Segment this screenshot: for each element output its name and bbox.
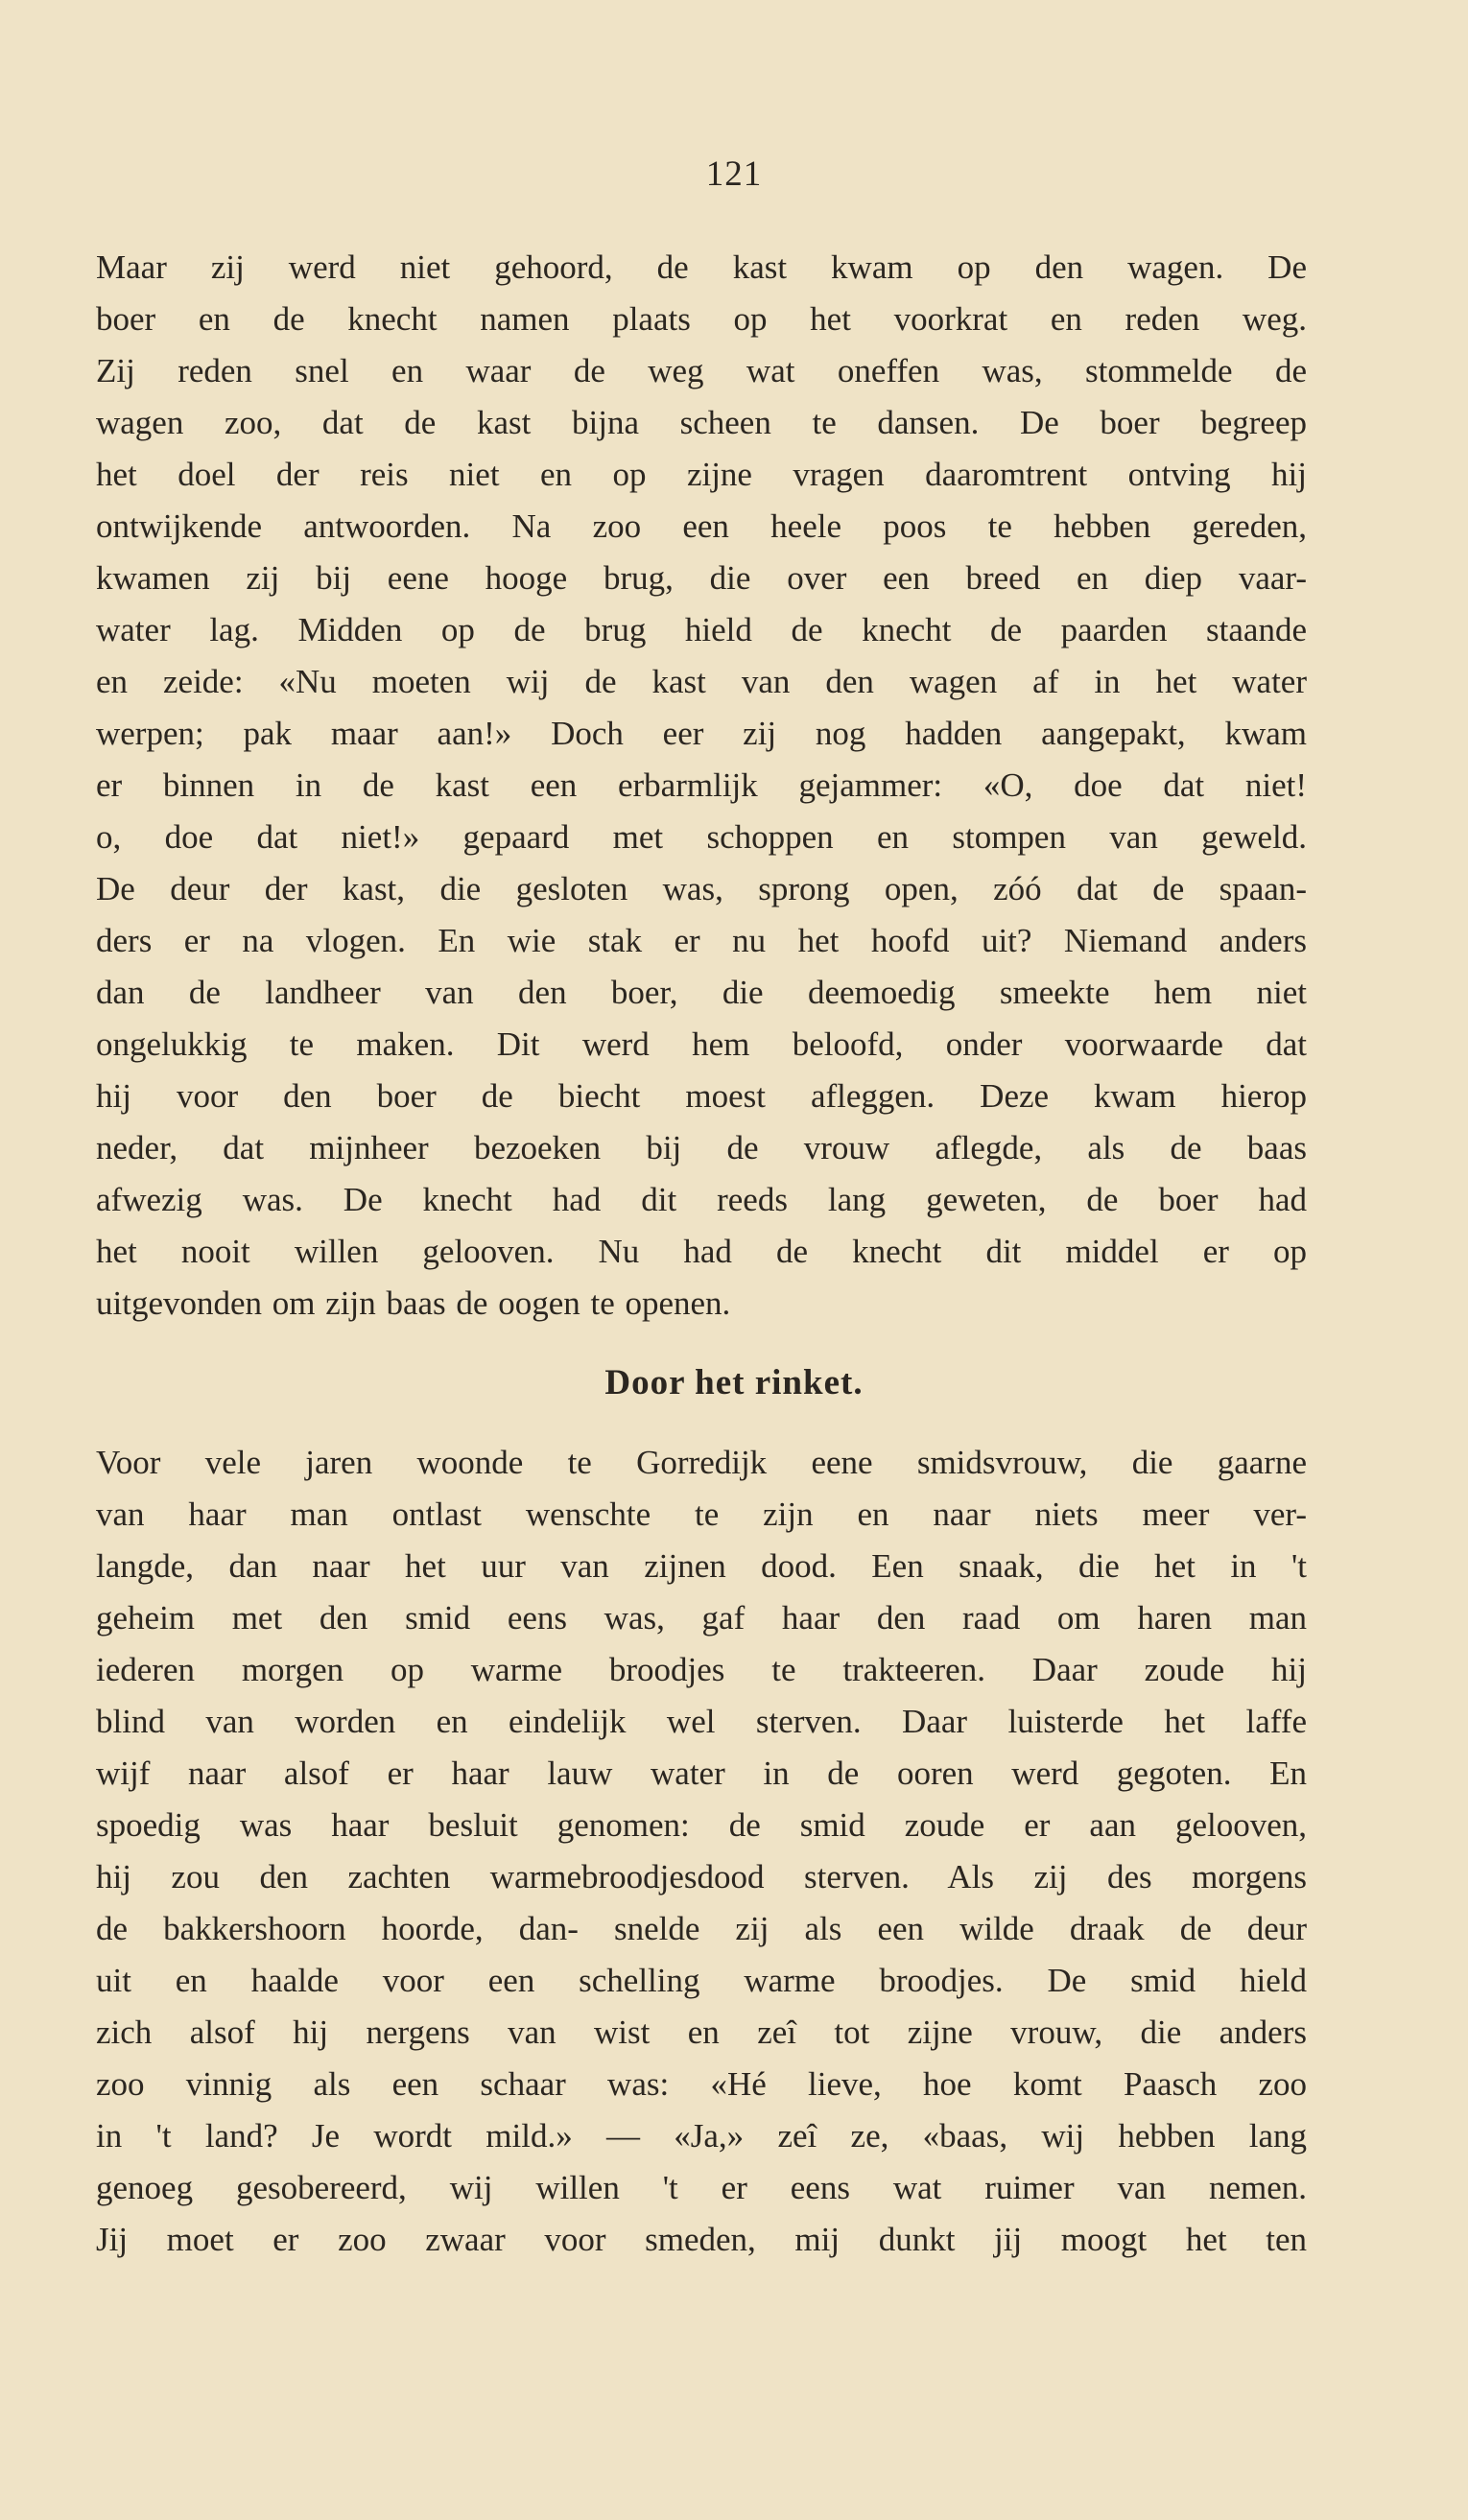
text-line: ontwijkende antwoorden. Na zoo een heele poos te hebben gereden, — [96, 507, 1307, 545]
text-line: genoeg gesobereerd, wij willen 't er eens wat ruimer van nemen. — [96, 2169, 1307, 2206]
section-heading: Door het rinket. — [604, 1363, 864, 1402]
text-line: dan de landheer van den boer, die deemoedig smeekte hem niet — [96, 974, 1307, 1011]
text-line: Jij moet er zoo zwaar voor smeden, mij dunkt jij moogt het ten — [96, 2221, 1307, 2258]
paragraph-2 — [96, 1437, 1307, 2266]
text-line: boer en de knecht namen plaats op het voorkrat en reden weg. — [96, 300, 1307, 338]
text-line: wagen zoo, dat de kast bijna scheen te dansen. De boer begreep — [96, 404, 1307, 441]
text-line: van haar man ontlast wenschte te zijn en naar niets meer ver- — [96, 1496, 1307, 1533]
text-line: Zij reden snel en waar de weg wat oneffen was, stommelde de — [96, 352, 1307, 389]
text-line: zoo vinnig als een schaar was: «Hé lieve, hoe komt Paasch zoo — [96, 2065, 1307, 2103]
text-line: ders er na vlogen. En wie stak er nu het hoofd uit? Niemand anders — [96, 922, 1307, 959]
text-line: het doel der reis niet en op zijne vragen daaromtrent ontving hij — [96, 456, 1307, 493]
text-line: neder, dat mijnheer bezoeken bij de vrouw aflegde, als de baas — [96, 1129, 1307, 1166]
text-line: langde, dan naar het uur van zijnen dood. Een snaak, die het in 't — [96, 1547, 1307, 1585]
text-line: hij voor den boer de biecht moest afleggen. Deze kwam hierop — [96, 1077, 1307, 1115]
text-line: water lag. Midden op de brug hield de knecht de paarden staande — [96, 611, 1307, 648]
text-line: uitgevonden om zijn baas de oogen te openen. — [96, 1284, 731, 1322]
text-line: kwamen zij bij eene hooge brug, die over een breed en diep vaar- — [96, 559, 1307, 597]
text-line: in 't land? Je wordt mild.» — «Ja,» zeî ze, «baas, wij hebben lang — [96, 2117, 1307, 2155]
text-line: Voor vele jaren woonde te Gorredijk eene smidsvrouw, die gaarne — [96, 1444, 1307, 1481]
text-line: zich alsof hij nergens van wist en zeî tot zijne vrouw, die anders — [96, 2014, 1307, 2051]
text-line: blind van worden en eindelijk wel sterven. Daar luisterde het laffe — [96, 1703, 1307, 1740]
text-line: het nooit willen gelooven. Nu had de knecht dit middel er op — [96, 1233, 1307, 1270]
paragraph-1 — [96, 242, 1307, 1330]
text-line: werpen; pak maar aan!» Doch eer zij nog hadden aangepakt, kwam — [96, 715, 1307, 752]
text-line: er binnen in de kast een erbarmlijk gejammer: «O, doe dat niet! — [96, 766, 1307, 804]
text-line: spoedig was haar besluit genomen: de smid zoude er aan gelooven, — [96, 1806, 1307, 1844]
text-line: hij zou den zachten warmebroodjesdood sterven. Als zij des morgens — [96, 1858, 1307, 1896]
text-line: o, doe dat niet!» gepaard met schoppen en stompen van geweld. — [96, 818, 1307, 856]
text-line: iederen morgen op warme broodjes te trakteeren. Daar zoude hij — [96, 1651, 1307, 1688]
text-line: De deur der kast, die gesloten was, sprong open, zóó dat de spaan- — [96, 870, 1307, 907]
text-line: geheim met den smid eens was, gaf haar den raad om haren man — [96, 1599, 1307, 1637]
text-line: uit en haalde voor een schelling warme broodjes. De smid hield — [96, 1962, 1307, 1999]
text-line: de bakkershoorn hoorde, dan- snelde zij als een wilde draak de deur — [96, 1910, 1307, 1947]
text-line: afwezig was. De knecht had dit reeds lang geweten, de boer had — [96, 1181, 1307, 1218]
text-line: Maar zij werd niet gehoord, de kast kwam op den wagen. De — [96, 248, 1307, 286]
text-line: en zeide: «Nu moeten wij de kast van den wagen af in het water — [96, 663, 1307, 700]
text-line: ongelukkig te maken. Dit werd hem beloofd, onder voorwaarde dat — [96, 1025, 1307, 1063]
page-number: 121 — [705, 154, 763, 194]
text-line: wijf naar alsof er haar lauw water in de ooren werd gegoten. En — [96, 1755, 1307, 1792]
